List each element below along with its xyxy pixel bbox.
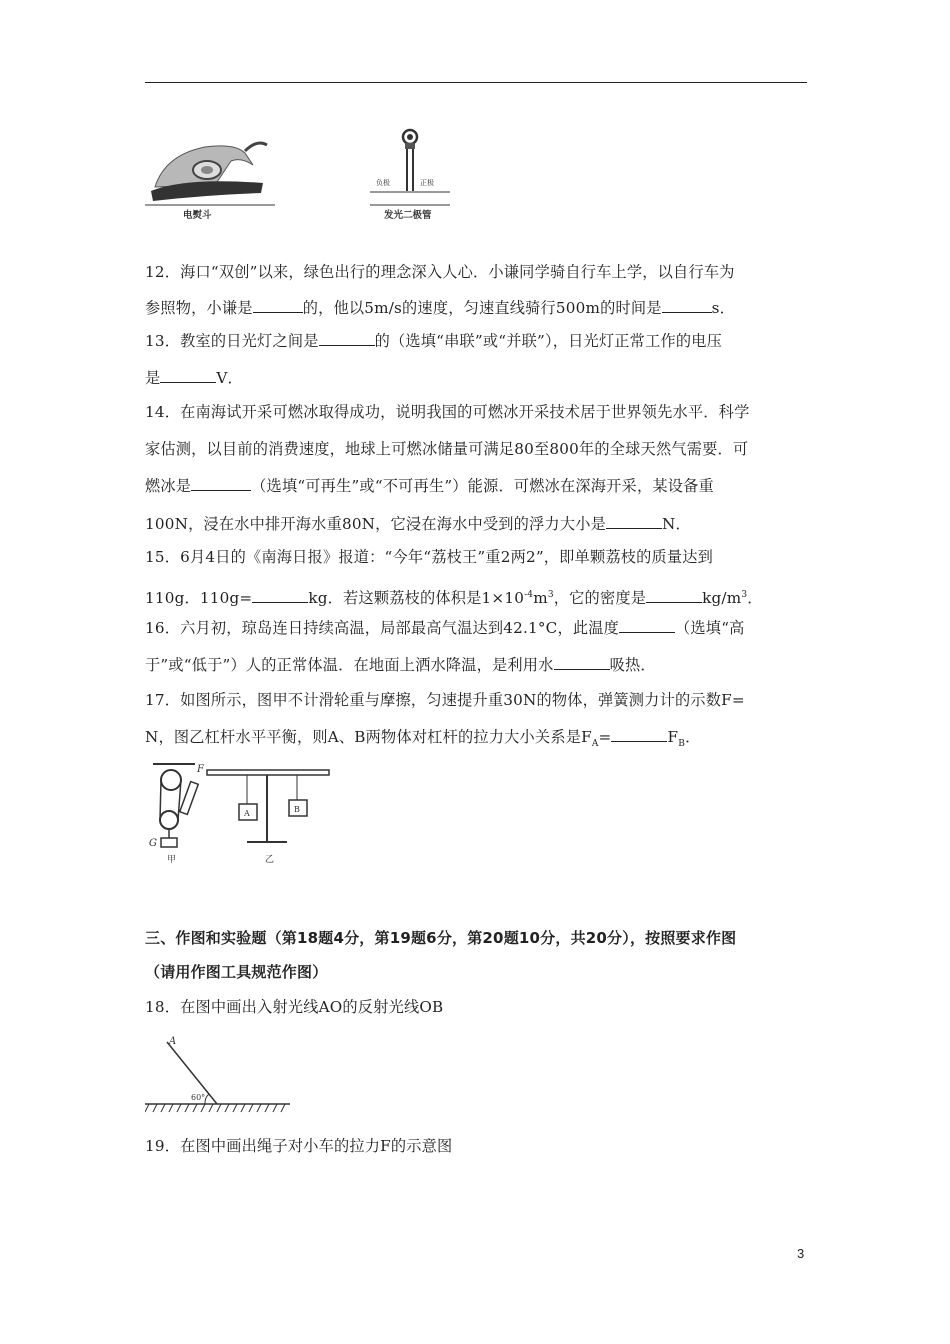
iron-caption: 电熨斗	[183, 210, 212, 221]
blank	[253, 298, 303, 313]
question-17-line-2: N，图乙杠杆水平平衡，则A、B两物体对杠杆的拉力大小关系是$F_A= F_B$．	[145, 728, 701, 750]
blank	[554, 655, 610, 670]
section-3-heading: 三、作图和实验题（第18题4分，第19题6分，第20题10分，共20分），按照要求作图	[145, 929, 737, 947]
blank	[160, 368, 216, 383]
iron-figure	[145, 125, 275, 223]
question-14-line-3: 燃冰是 （选填“可再生”或“不可再生”）能源．可燃冰在深海开采，某设备重	[145, 477, 714, 495]
lever-label-b: B	[294, 805, 300, 814]
led-figure	[370, 125, 450, 223]
blank	[252, 588, 308, 603]
pulley-label-g: G	[149, 838, 157, 849]
question-13-line-1: 13．教室的日光灯之间是 的（选填“串联”或“并联”），日光灯正常工作的电压	[145, 332, 723, 350]
blank	[191, 476, 251, 491]
pulley-label-f: F	[197, 764, 204, 775]
question-14-line-2: 家估测，以目前的消费速度，地球上可燃冰储量可满足80至800年的全球天然气需要．可	[145, 440, 749, 458]
blank	[646, 588, 702, 603]
blank	[611, 727, 667, 742]
question-14-line-1: 14．在南海试开采可燃冰取得成功，说明我国的可燃冰开采技术居于世界领先水平．科学	[145, 403, 750, 421]
pulley-caption: 甲	[167, 855, 177, 865]
lever-caption: 乙	[265, 855, 275, 865]
question-13-line-2: 是 V．	[145, 369, 243, 387]
question-15-line-1: 15．6月4日的《南海日报》报道：“今年“荔枝王”重2两2”，即单颗荔枝的质量达到	[145, 548, 714, 566]
led-positive-label: 正极	[420, 179, 434, 187]
question-12-line-2: 参照物，小谦是 的，他以5m/s的速度，匀速直线骑行500m的时间是 s．	[145, 299, 736, 317]
led-negative-label: 负极	[376, 179, 390, 187]
question-15-line-2: 110g．110g= kg．若这颗荔枝的体积是$1\times 10^{-4}m^3$，它的密度是 $kg/m^3$．	[145, 589, 763, 608]
question-16-line-1: 16．六月初，琼岛连日持续高温，局部最高气温达到42.1°C，此温度 （选填“高	[145, 619, 745, 637]
blank	[662, 298, 712, 313]
mirror-figure	[145, 1030, 293, 1118]
mirror-angle-label: 60°	[191, 1093, 206, 1102]
lever-label-a: A	[244, 809, 250, 818]
question-18-text: 18．在图中画出入射光线AO的反射光线OB	[145, 998, 444, 1016]
blank	[619, 618, 675, 633]
pulley-lever-figure	[145, 760, 335, 868]
question-17-line-1: 17．如图所示，图甲不计滑轮重与摩擦，匀速提升重30N的物体，弹簧测力计的示数F=	[145, 691, 745, 709]
led-caption: 发光二极管	[384, 210, 432, 221]
header-rule	[145, 82, 807, 83]
section-3-subheading: （请用作图工具规范作图）	[145, 963, 328, 981]
question-12-line-1: 12．海口“双创”以来，绿色出行的理念深入人心．小谦同学骑自行车上学，以自行车为	[145, 263, 735, 281]
blank	[606, 514, 662, 529]
question-14-line-4: 100N，浸在水中排开海水重80N，它浸在海水中受到的浮力大小是 N．	[145, 515, 691, 533]
question-16-line-2: 于”或“低于”）人的正常体温．在地面上洒水降温，是利用水 吸热．	[145, 656, 656, 674]
question-19-text: 19．在图中画出绳子对小车的拉力F的示意图	[145, 1137, 453, 1155]
page-number: 3	[797, 1246, 805, 1261]
mirror-label-a: A	[169, 1036, 177, 1047]
blank	[319, 331, 375, 346]
